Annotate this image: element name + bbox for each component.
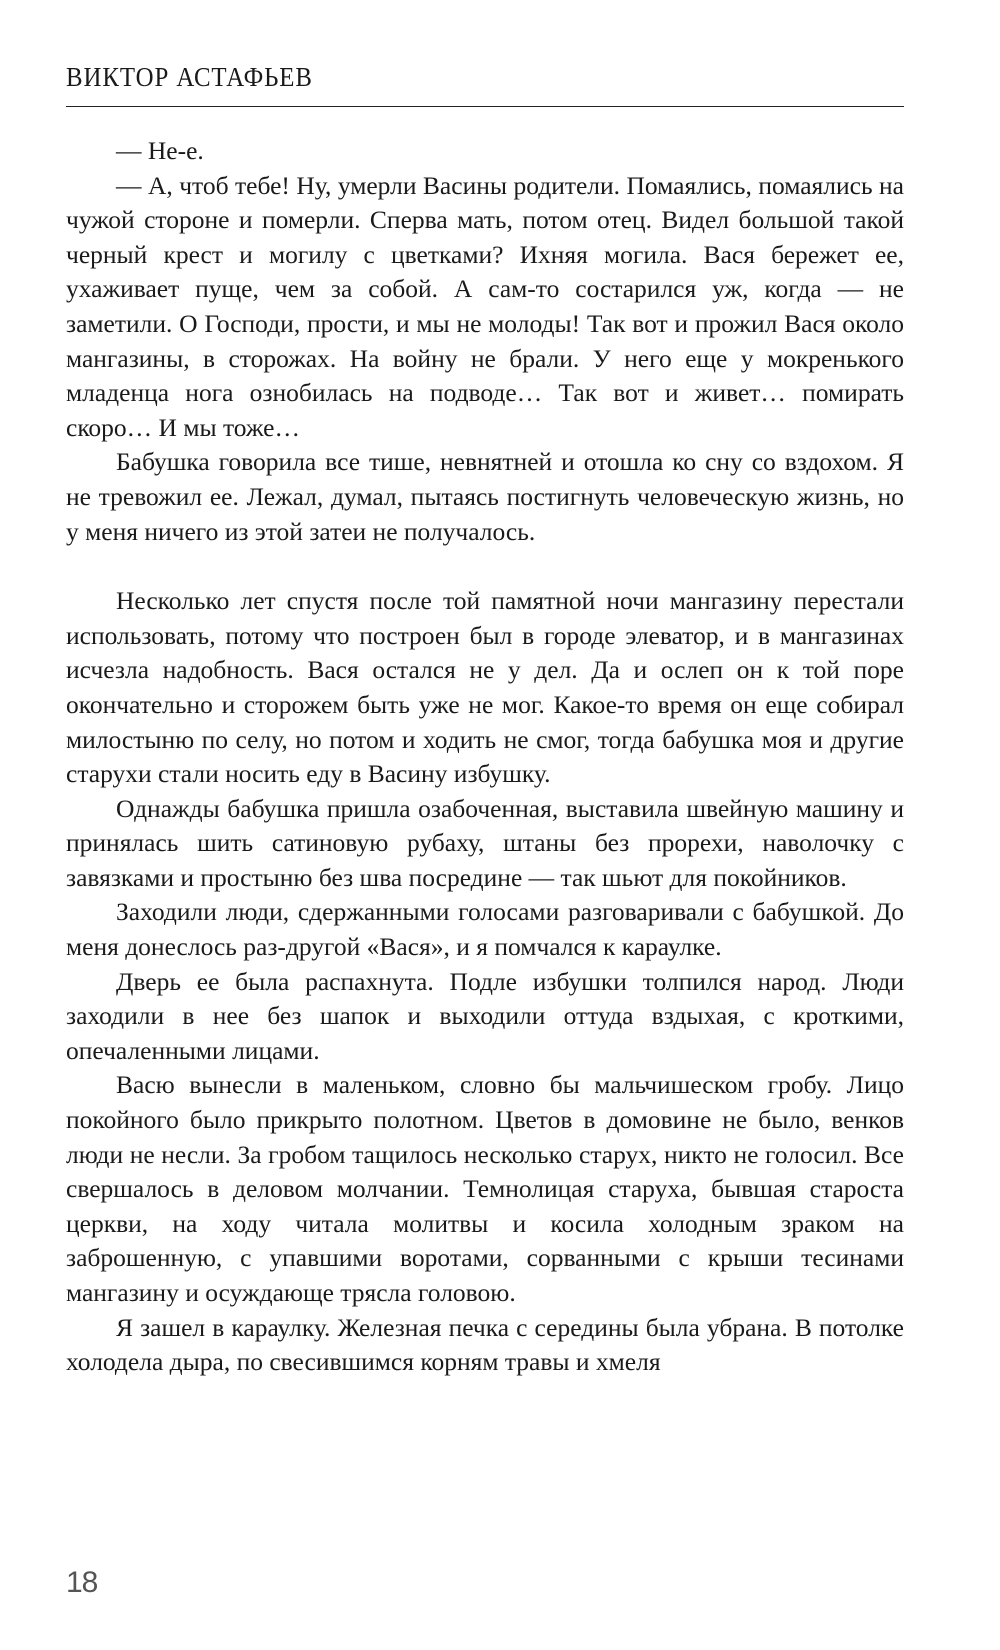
paragraph: Однажды бабушка пришла озабоченная, выставила швейную машину и принялась шить сатиновую рубаху, штаны без прорехи, наволочку с завязками и простыню без шва посредине — так шьют для покойников. bbox=[66, 793, 904, 892]
paragraph: — А, чтоб тебе! Ну, умерли Васины родители. Помаялись, помаялись на чужой стороне и померли. Сперва мать, потом отец. Видел большой такой черный крест и могилу с цветками? Ихняя могила. Вася бережет ее, ухаживает пуще, чем за собой. А сам-то состарился уж, когда — не заметили. О Господи, прости, и мы не молоды! Так вот и прожил Вася около мангазины, в сторожах. На войну не брали. У него еще у мокренького младенца нога ознобилась на подводе… Так вот и живет… помирать скоро… И мы тоже… bbox=[66, 170, 904, 442]
paragraph: Заходили люди, сдержанными голосами разговаривали с бабушкой. До меня донеслось раз-другой «Вася», и я помчался к караулке. bbox=[66, 897, 904, 962]
paragraph: Я зашел в караулку. Железная печка с середины была убрана. В потолке холодела дыра, по свесившимся корням травы и хмеля bbox=[66, 1312, 904, 1377]
paragraph: Несколько лет спустя после той памятной ночи мангазину перестали использовать, потому что построен был в городе элеватор, и в мангазинах исчезла надобность. Вася остался не у дел. Да и ослеп он к той поре окончательно и сторожем быть уже не мог. Какое-то время он еще собирал милостыню по селу, но потом и ходить не смог, тогда бабушка моя и другие старухи стали носить еду в Васину избушку. bbox=[66, 586, 904, 789]
running-head-author: ВИКТОР АСТАФЬЕВ bbox=[66, 62, 313, 92]
paragraph: Дверь ее была распахнута. Подле избушки толпился народ. Люди заходили в нее без шапок и выходили оттуда вздыхая, с кроткими, опечаленными лицами. bbox=[66, 966, 904, 1065]
paragraph: Васю вынесли в маленьком, словно бы мальчишеском гробу. Лицо покойного было прикрыто полотном. Цветов в домовине не было, венков люди не несли. За гробом тащилось несколько старух, никто не голосил. Все свершалось в деловом молчании. Темнолицая старуха, бывшая староста церкви, на ходу читала молитвы и косила холодным зраком на заброшенную, с упавшими воротами, сорванными с крыши тесинами мангазину и осуждающе трясла головою. bbox=[66, 1070, 904, 1307]
section-break bbox=[66, 549, 904, 584]
paragraph: Бабушка говорила все тише, невнятней и отошла ко сну со вздохом. Я не тревожил ее. Лежал, думал, пытаясь постигнуть человеческую жизнь, но у меня ничего из этой затеи не получалось. bbox=[66, 447, 904, 546]
header-rule bbox=[66, 106, 904, 107]
paragraph: — Не-е. bbox=[116, 136, 204, 165]
body-text bbox=[66, 134, 904, 1380]
page-number: 18 bbox=[66, 1566, 98, 1599]
